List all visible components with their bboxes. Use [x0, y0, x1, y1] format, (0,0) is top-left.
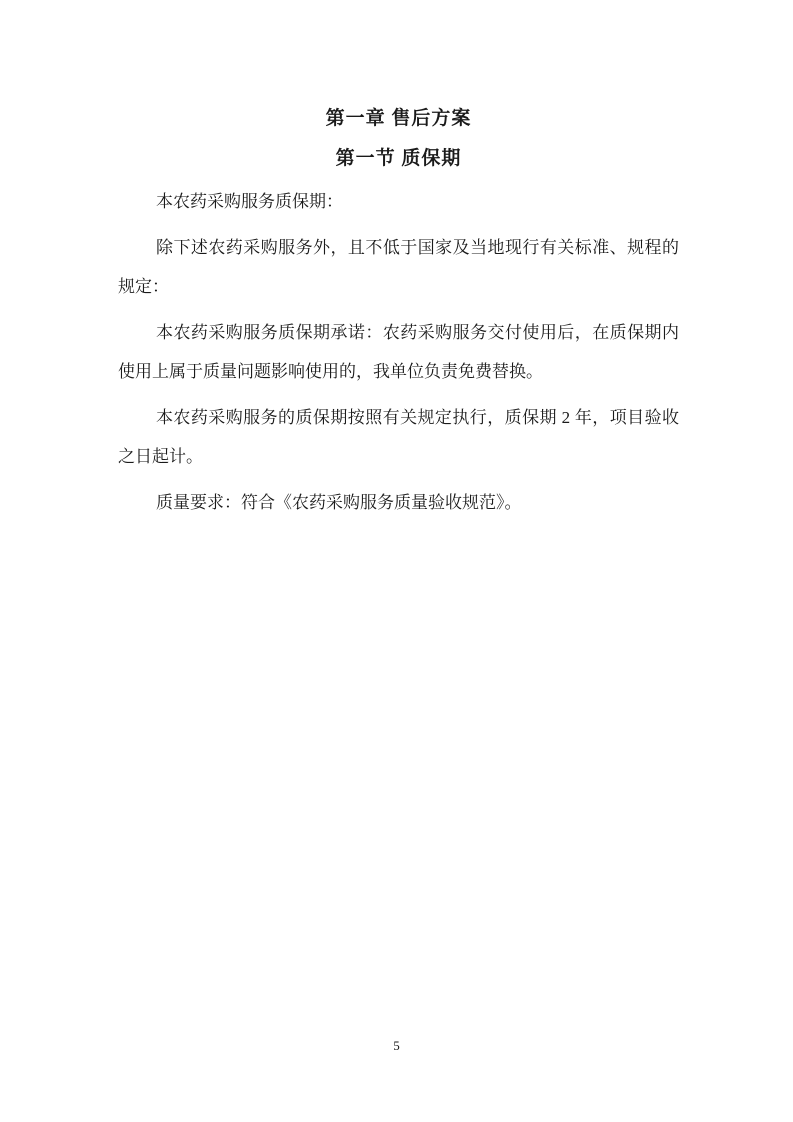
paragraph-warranty-intro: 本农药采购服务质保期： — [156, 192, 343, 211]
document-body — [118, 182, 679, 522]
paragraph-warranty-promise: 本农药采购服务质保期承诺：农药采购服务交付使用后，在质保期内使用上属于质量问题影响使用的，我单位负责免费替换。 — [118, 323, 679, 381]
paragraph-standards: 除下述农药采购服务外，且不低于国家及当地现行有关标准、规程的规定： — [118, 238, 679, 296]
page-number: 5 — [393, 1038, 400, 1053]
section-heading: 第一节 质保期 — [335, 148, 462, 169]
chapter-heading: 第一章 售后方案 — [325, 108, 472, 129]
paragraph-warranty-period: 本农药采购服务的质保期按照有关规定执行，质保期 2 年，项目验收之日起计。 — [118, 408, 679, 466]
paragraph-quality-requirement: 质量要求：符合《农药采购服务质量验收规范》。 — [156, 493, 522, 512]
